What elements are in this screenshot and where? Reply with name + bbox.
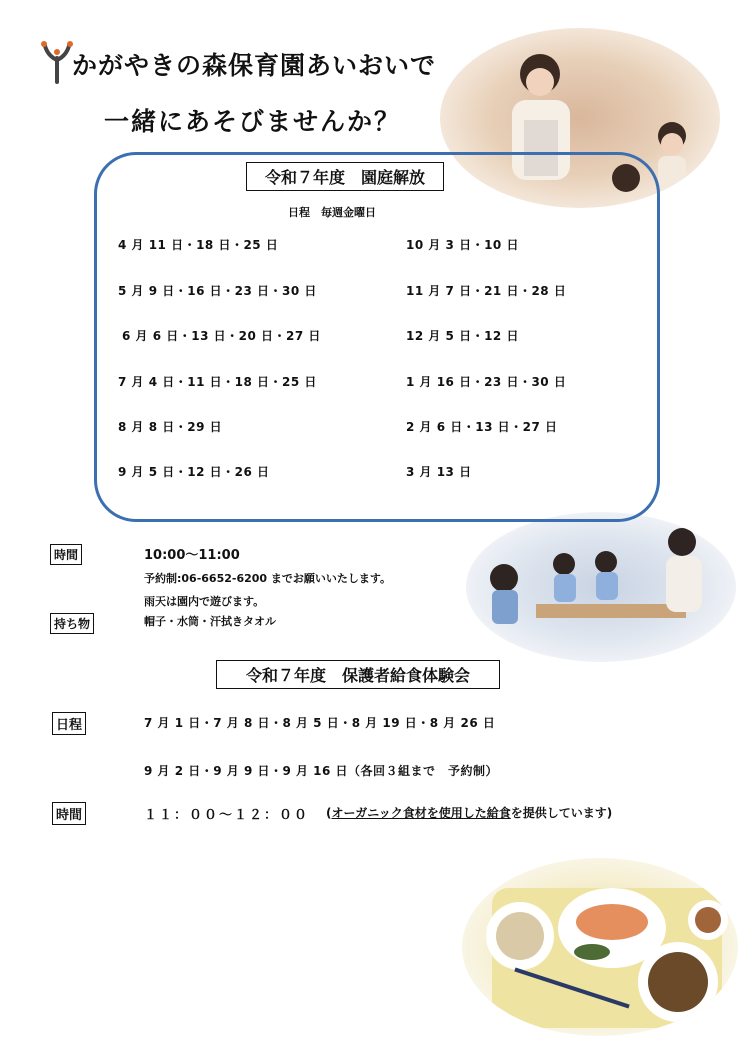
items-value: 帽子・水筒・汗拭きタオル: [144, 615, 276, 628]
date-right-2: 11 月 7 日・21 日・28 日: [406, 284, 567, 298]
items-label: 持ち物: [50, 613, 94, 634]
children-eating-photo: [466, 512, 736, 662]
date-right-5: 2 月 6 日・13 日・27 日: [406, 420, 558, 434]
date-left-6: 9 月 5 日・12 日・26 日: [118, 465, 270, 479]
schedule-caption: 日程 毎週金曜日: [288, 206, 376, 219]
school-lunch-photo: [462, 858, 738, 1036]
date-left-2: 5 月 9 日・16 日・23 日・30 日: [118, 284, 317, 298]
rain-note: 雨天は園内で遊びます。: [144, 595, 265, 608]
date-left-5: 8 月 8 日・29 日: [118, 420, 223, 434]
lunch-dates-line2: 9 月 2 日・9 月 9 日・9 月 16 日（各回３組まで 予約制）: [144, 764, 499, 778]
garden-open-heading: 令和７年度 園庭解放: [246, 162, 444, 191]
lunch-dates-label: 日程: [52, 712, 86, 735]
date-left-1: 4 月 11 日・18 日・25 日: [118, 238, 279, 252]
time-value: 10:00〜11:00: [144, 548, 240, 563]
time-label: 時間: [50, 544, 82, 565]
date-right-1: 10 月 3 日・10 日: [406, 238, 519, 252]
organic-lunch-note: [326, 804, 612, 821]
sprout-logo-icon: [40, 40, 74, 84]
lunch-trial-heading: 令和７年度 保護者給食体験会: [216, 660, 500, 689]
date-left-3: 6 月 6 日・13 日・20 日・27 日: [122, 329, 321, 343]
date-right-3: 12 月 5 日・12 日: [406, 329, 519, 343]
page-title: かがやきの森保育園あいおいで: [72, 51, 437, 80]
date-right-6: 3 月 13 日: [406, 465, 472, 479]
lunch-time-label: 時間: [52, 802, 86, 825]
date-right-4: 1 月 16 日・23 日・30 日: [406, 375, 567, 389]
reservation-note: 予約制:06-6652-6200 までお願いいたします。: [144, 572, 392, 585]
lunch-time-value: １１：００〜１２：００: [144, 808, 310, 823]
page-subtitle: 一緒にあそびませんか？: [104, 107, 402, 136]
date-left-4: 7 月 4 日・11 日・18 日・25 日: [118, 375, 317, 389]
lunch-note-open: (: [326, 806, 332, 820]
lunch-note-rest: を提供しています): [510, 806, 613, 820]
lunch-note-underlined: オーガニック食材を使用した給食: [331, 806, 511, 820]
lunch-dates-line1: 7 月 1 日・7 月 8 日・8 月 5 日・8 月 19 日・8 月 26 日: [144, 716, 496, 730]
